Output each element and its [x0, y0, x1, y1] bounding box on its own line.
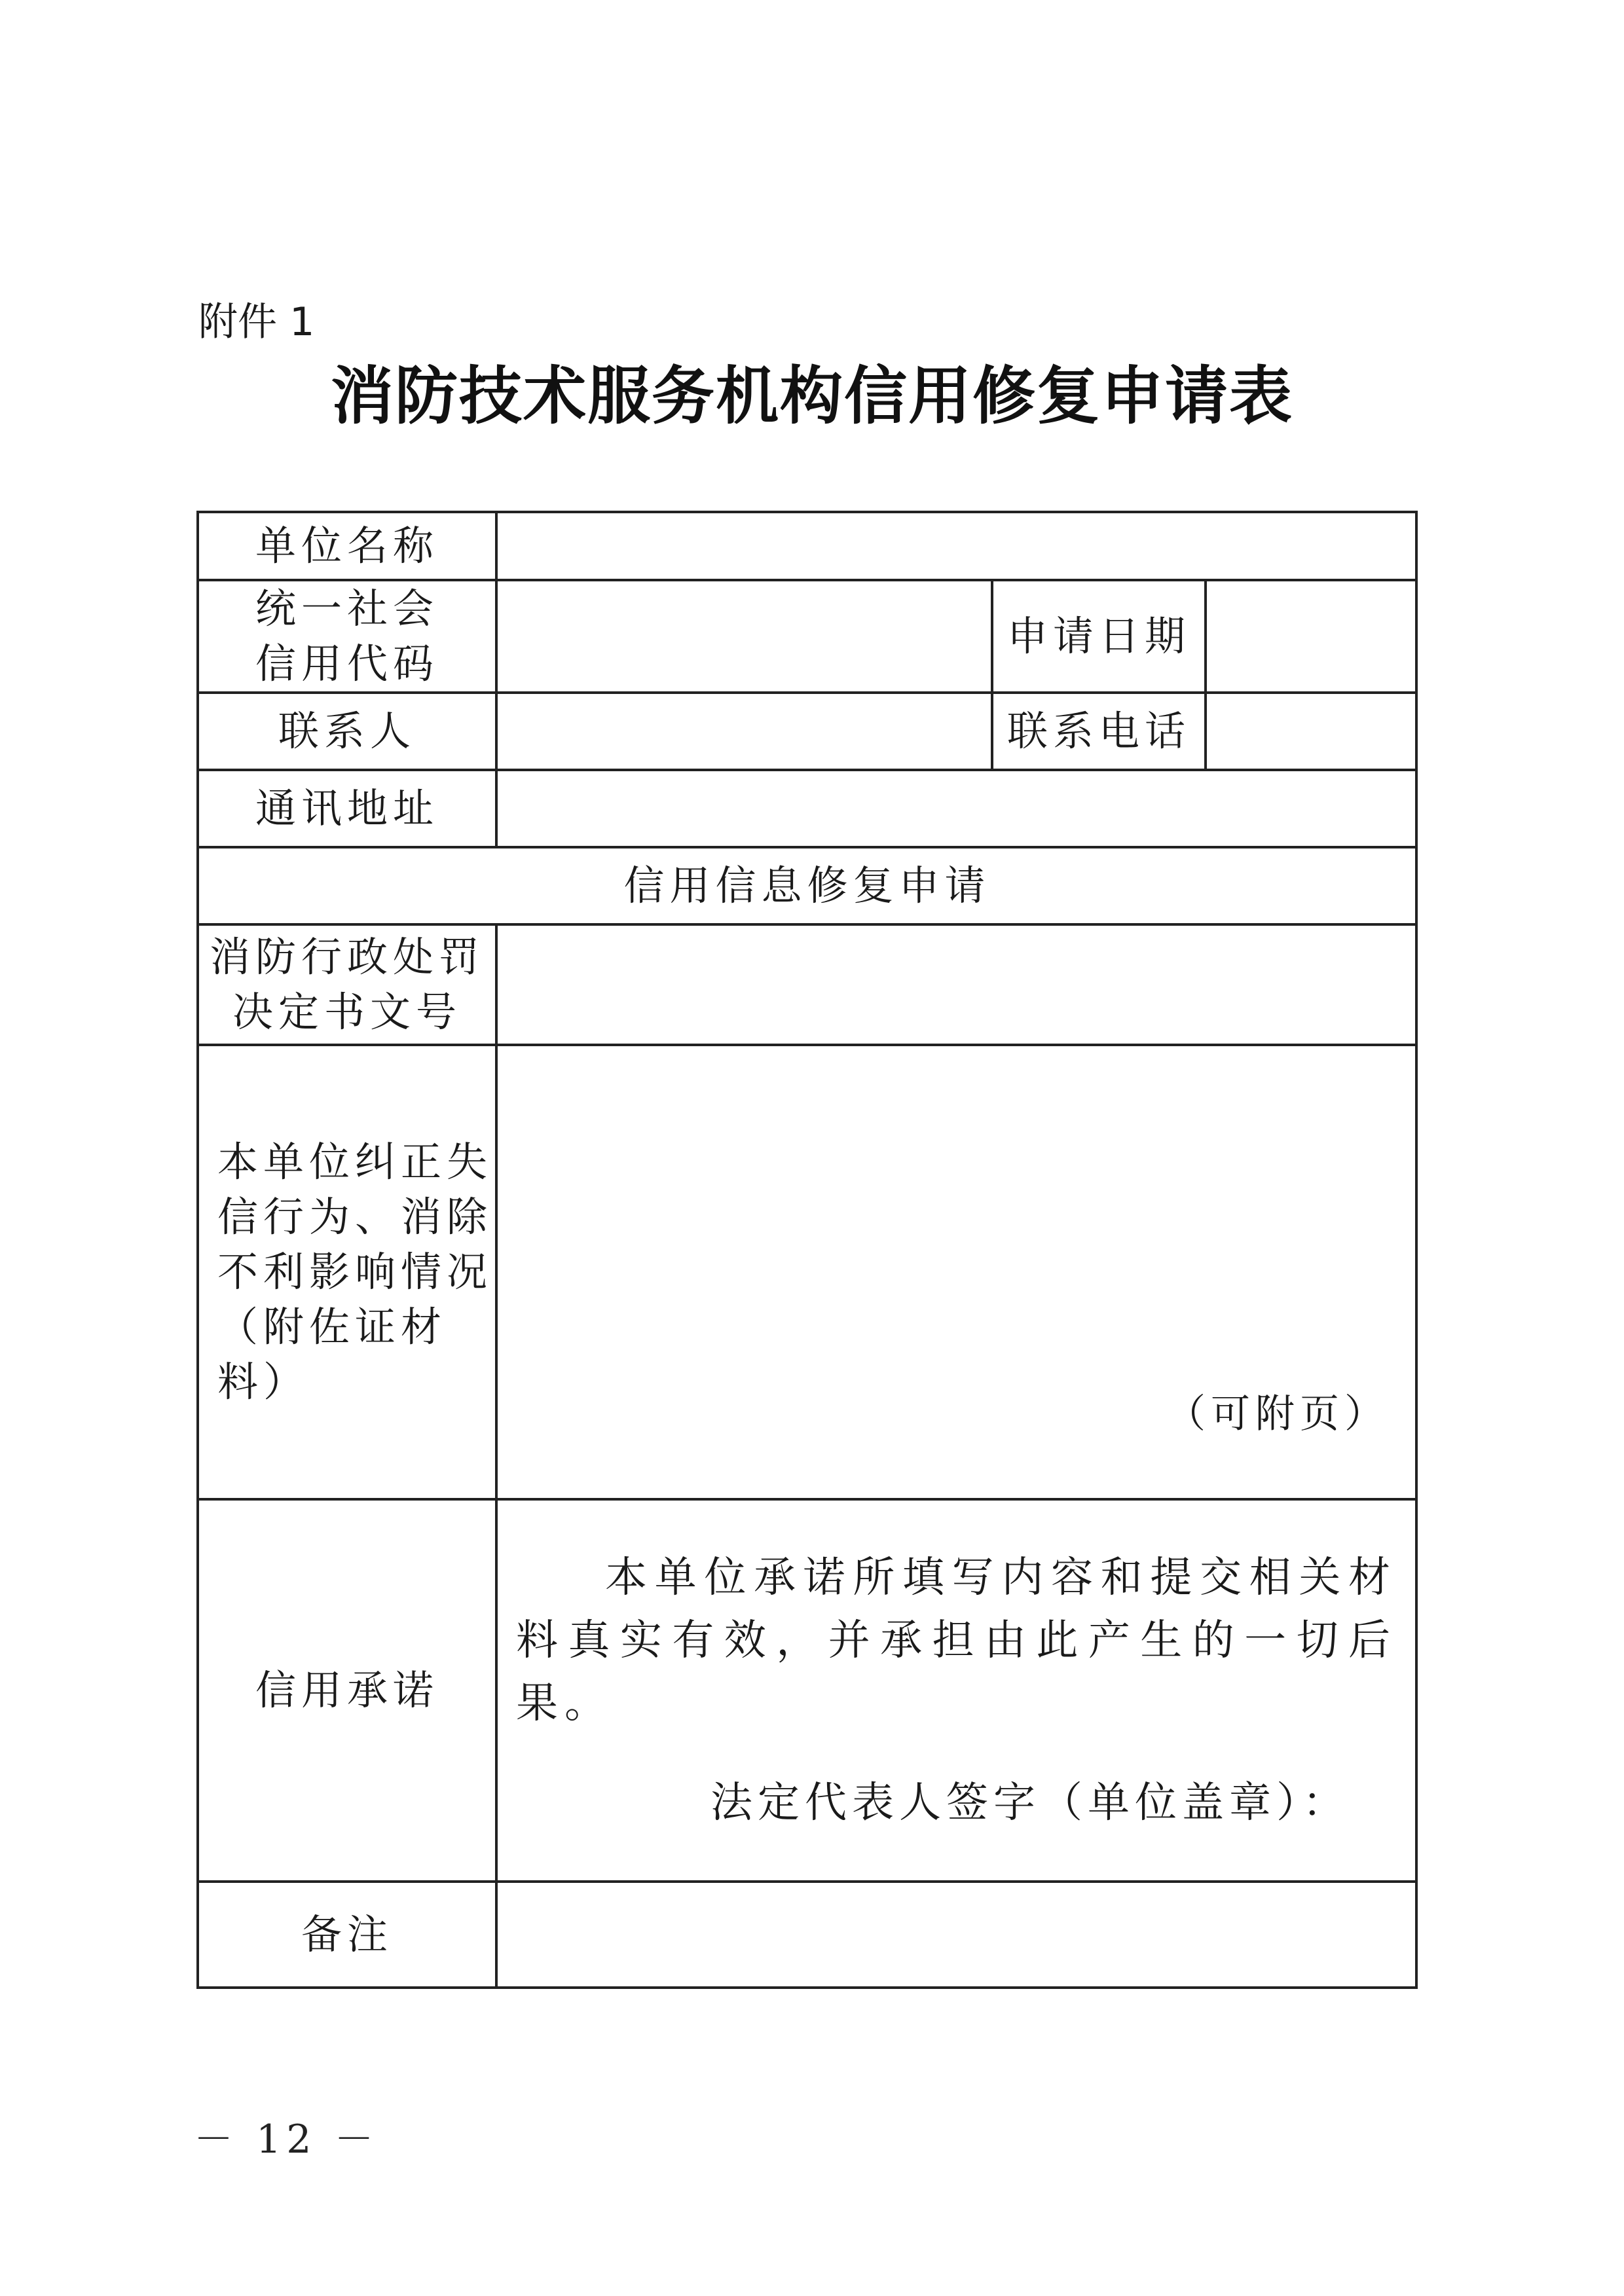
promise-label: 信用承诺 — [198, 1499, 496, 1882]
rectify-label-line1: 本单位纠正失 — [217, 1138, 493, 1186]
remarks-field[interactable] — [496, 1882, 1416, 1988]
promise-text: 本单位承诺所填写内容和提交相关材料真实有效，并承担由此产生的一切后果。 — [516, 1554, 1397, 1728]
credit-repair-form — [196, 511, 1418, 1989]
credit-code-label-line2: 信用代码 — [255, 640, 439, 687]
section-header: 信用信息修复申请 — [198, 847, 1416, 924]
row-remarks — [198, 1882, 1416, 1988]
credit-code-label-line1: 统一社会 — [255, 585, 439, 632]
penalty-doc-field[interactable] — [496, 924, 1416, 1045]
apply-date-label: 申请日期 — [992, 580, 1206, 693]
row-rectify — [198, 1045, 1416, 1499]
credit-code-label — [198, 580, 496, 693]
contact-field[interactable] — [496, 693, 992, 770]
row-contact — [198, 693, 1416, 770]
row-unit-name — [198, 512, 1416, 580]
page-number: － 12 － — [194, 2117, 379, 2162]
unit-name-field[interactable] — [496, 512, 1416, 580]
row-promise — [198, 1499, 1416, 1882]
rectify-label-line5: 料） — [217, 1358, 310, 1406]
apply-date-field[interactable] — [1206, 580, 1416, 693]
remarks-label: 备注 — [198, 1882, 496, 1988]
contact-label: 联系人 — [198, 693, 496, 770]
rectify-label-line3: 不利影响情况 — [217, 1248, 493, 1296]
penalty-doc-label-line2: 决定书文号 — [232, 988, 462, 1036]
attachment-label: 附件 1 — [198, 299, 315, 345]
signature-line: 法定代表人签字（单位盖章）： — [710, 1779, 1350, 1827]
address-label: 通讯地址 — [198, 770, 496, 847]
penalty-doc-label-line1: 消防行政处罚 — [209, 933, 485, 981]
rectify-label — [198, 1045, 496, 1499]
rectify-label-line2: 信行为、消除 — [217, 1193, 493, 1241]
attach-page-note: （可附页） — [1166, 1391, 1390, 1437]
row-penalty-doc — [198, 924, 1416, 1045]
row-address — [198, 770, 1416, 847]
promise-field — [496, 1499, 1416, 1882]
rectify-field[interactable] — [496, 1045, 1416, 1499]
credit-code-field[interactable] — [496, 580, 992, 693]
unit-name-label: 单位名称 — [198, 512, 496, 580]
phone-label: 联系电话 — [992, 693, 1206, 770]
phone-field[interactable] — [1206, 693, 1416, 770]
row-section-header — [198, 847, 1416, 924]
row-credit-code — [198, 580, 1416, 693]
penalty-doc-label — [198, 924, 496, 1045]
document-title: 消防技术服务机构信用修复申请表 — [331, 359, 1293, 433]
rectify-label-line4: （附佐证材 — [217, 1303, 447, 1351]
address-field[interactable] — [496, 770, 1416, 847]
